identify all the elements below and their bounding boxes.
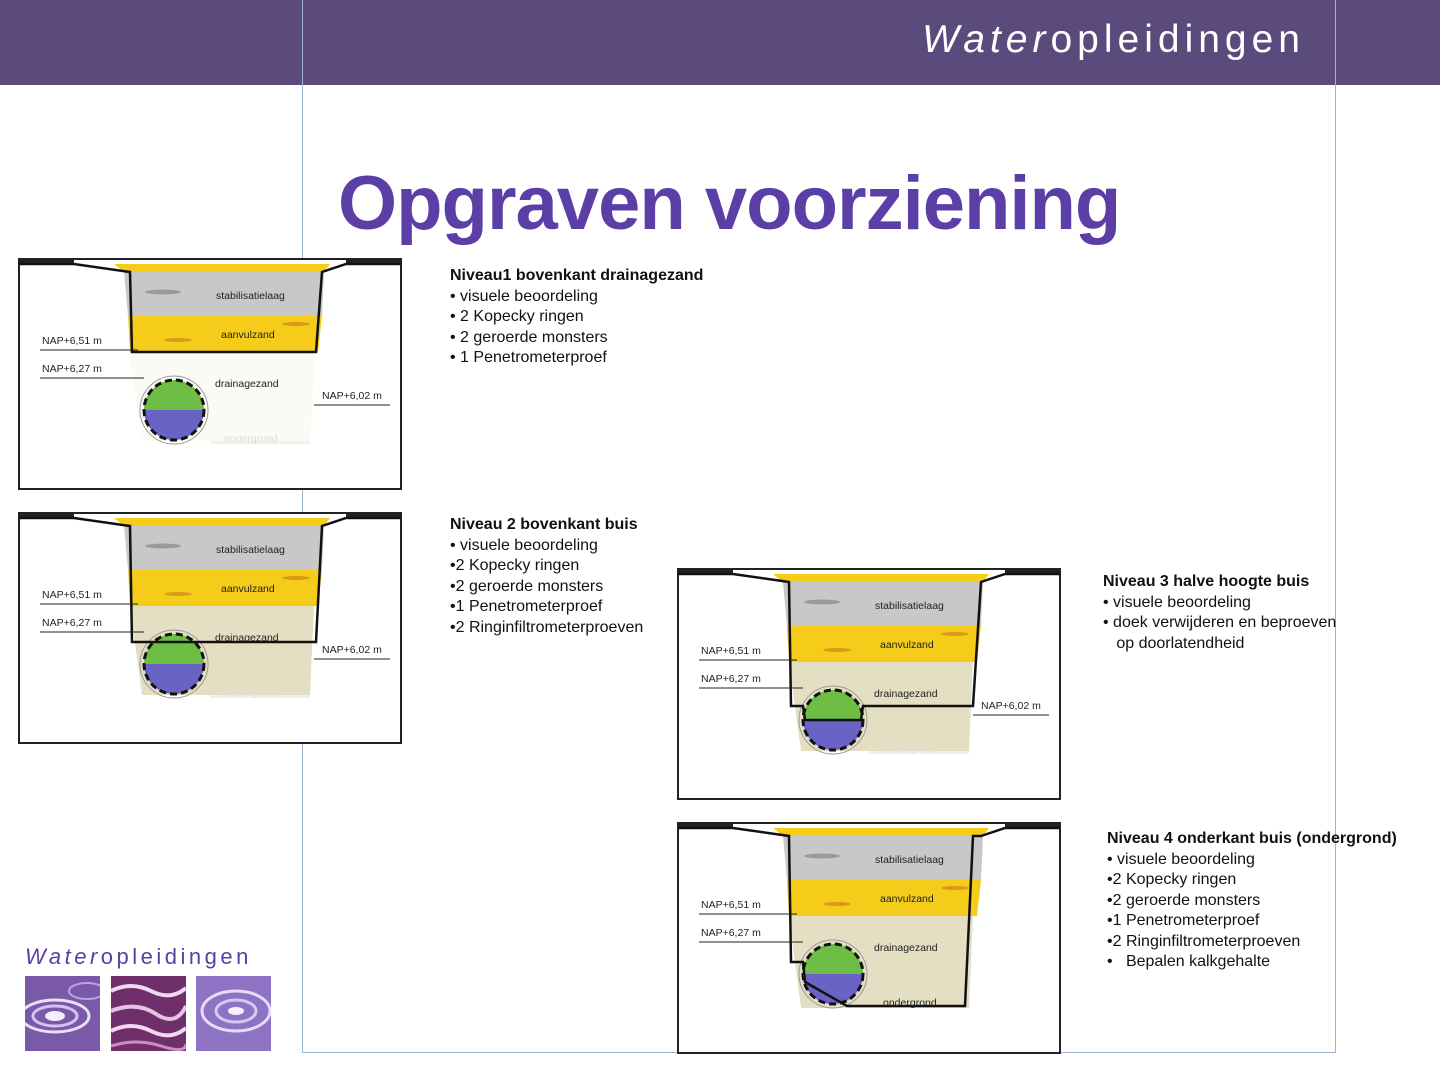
label-drainagezand: drainagezand	[215, 632, 279, 644]
smear-mark	[164, 592, 192, 596]
trench-cross-section	[18, 258, 402, 490]
top-sand-band	[114, 518, 330, 526]
page-title: Opgraven voorziening	[338, 161, 1121, 246]
level-1-text	[450, 266, 703, 369]
smear-mark	[282, 576, 310, 580]
label-stabilisatielaag: stabilisatielaag	[216, 544, 285, 556]
level-4-item: •2 geroerde monsters	[1107, 891, 1261, 909]
level-2-item: •1 Penetrometerproef	[450, 598, 603, 615]
level-1-item: • 2 Kopecky ringen	[450, 308, 584, 325]
header-bar	[0, 0, 1440, 85]
level-2-item: •2 geroerde monsters	[450, 577, 604, 595]
label-aanvulzand: aanvulzand	[221, 583, 275, 595]
top-sand-band	[773, 574, 989, 582]
smear-mark	[145, 544, 181, 549]
logo-text	[25, 944, 252, 970]
smear-mark	[804, 854, 840, 859]
level-2-text	[450, 515, 643, 638]
label-nap-651: NAP+6,51 m	[42, 589, 102, 601]
level-4-item: •2 Kopecky ringen	[1107, 871, 1237, 888]
level-3-item: op doorlatendheid	[1103, 634, 1245, 652]
level-3-heading: Niveau 3 halve hoogte buis	[1103, 573, 1310, 590]
trench-cross-section	[677, 822, 1061, 1054]
level-4-text	[1107, 829, 1397, 973]
level-3-text	[1103, 572, 1336, 654]
label-nap-651: NAP+6,51 m	[42, 335, 102, 347]
label-stabilisatielaag: stabilisatielaag	[875, 600, 944, 612]
logo-water-tile-3	[196, 976, 271, 1051]
label-stabilisatielaag: stabilisatielaag	[216, 290, 285, 302]
level-4-item: •2 Ringinfiltrometerproeven	[1107, 932, 1301, 950]
label-nap-627: NAP+6,27 m	[701, 673, 761, 685]
level-1-item: • 1 Penetrometerproef	[450, 349, 607, 366]
label-drainagezand: drainagezand	[874, 688, 938, 700]
logo-prefix: Water	[25, 944, 101, 969]
top-sand-band	[773, 828, 989, 836]
label-nap-651: NAP+6,51 m	[701, 899, 761, 911]
level-2-item: •2 Ringinfiltrometerproeven	[450, 618, 644, 636]
label-stabilisatielaag: stabilisatielaag	[875, 854, 944, 866]
logo-water-tile-1	[25, 976, 100, 1051]
label-nap-651: NAP+6,51 m	[701, 645, 761, 657]
level-1-item: • 2 geroerde monsters	[450, 328, 608, 346]
logo-water-tile-2	[111, 976, 186, 1051]
label-nap-627: NAP+6,27 m	[42, 363, 102, 375]
level-4-heading: Niveau 4 onderkant buis (ondergrond)	[1107, 830, 1397, 847]
label-nap-602: NAP+6,02 m	[322, 644, 382, 656]
header-brand-prefix: Water	[922, 18, 1051, 61]
label-ondergrond: ondergrond	[883, 997, 937, 1009]
label-aanvulzand: aanvulzand	[221, 329, 275, 341]
diagram-level-4	[677, 822, 1061, 1054]
diagram-level-3	[677, 568, 1061, 800]
level-3-item: • visuele beoordeling	[1103, 593, 1251, 611]
smear-mark	[823, 648, 851, 652]
label-ondergrond: ondergrond	[224, 687, 278, 699]
level-4-item: • visuele beoordeling	[1107, 850, 1255, 868]
smear-mark	[145, 290, 181, 295]
smear-mark	[282, 322, 310, 326]
label-nap-627: NAP+6,27 m	[701, 927, 761, 939]
label-nap-602: NAP+6,02 m	[322, 390, 382, 402]
level-4-item: •1 Penetrometerproef	[1107, 912, 1260, 929]
logo-suffix: opleidingen	[100, 944, 252, 969]
label-nap-602: NAP+6,02 m	[981, 700, 1041, 712]
label-nap-627: NAP+6,27 m	[42, 617, 102, 629]
label-ondergrond: ondergrond	[883, 743, 937, 755]
label-aanvulzand: aanvulzand	[880, 639, 934, 651]
smear-mark	[941, 632, 969, 636]
diagram-level-1	[18, 258, 403, 490]
smear-mark	[823, 902, 851, 906]
label-drainagezand: drainagezand	[874, 942, 938, 954]
smear-mark	[164, 338, 192, 342]
label-drainagezand: drainagezand	[215, 378, 279, 390]
header-brand	[922, 18, 1305, 62]
label-ondergrond: ondergrond	[224, 433, 278, 445]
level-2-heading: Niveau 2 bovenkant buis	[450, 516, 638, 533]
diagram-level-2	[18, 512, 403, 744]
trench-cross-section	[677, 568, 1061, 800]
smear-mark	[941, 886, 969, 890]
level-1-heading: Niveau1 bovenkant drainagezand	[450, 267, 704, 284]
level-2-item: •2 Kopecky ringen	[450, 557, 580, 574]
level-4-item: • Bepalen kalkgehalte	[1107, 953, 1271, 970]
smear-mark	[804, 600, 840, 605]
level-3-item: • doek verwijderen en beproeven	[1103, 614, 1337, 631]
top-sand-band	[114, 264, 330, 272]
trench-cross-section	[18, 512, 402, 744]
header-brand-suffix: opleidingen	[1050, 18, 1305, 61]
level-2-item: • visuele beoordeling	[450, 536, 598, 554]
level-1-item: • visuele beoordeling	[450, 287, 598, 305]
label-aanvulzand: aanvulzand	[880, 893, 934, 905]
